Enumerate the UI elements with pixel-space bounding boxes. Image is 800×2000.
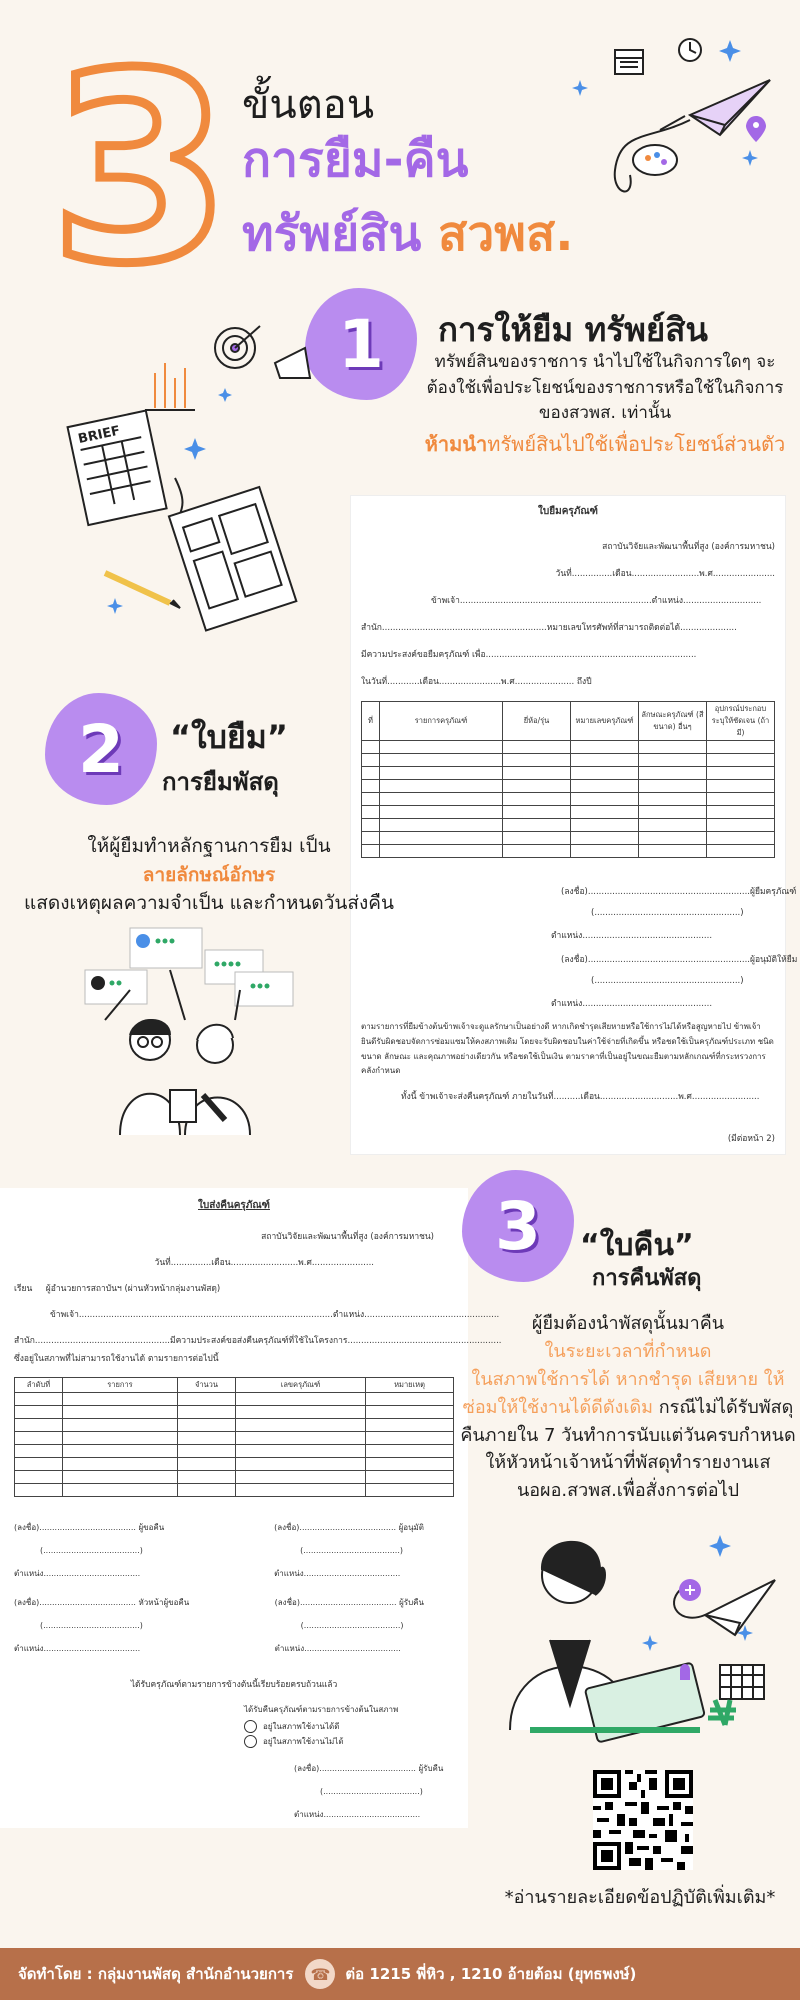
form2-me-line: ข้าพเจ้า..............................................................................................ตำแหน่ง.................................................. [50, 1310, 500, 1320]
form2-check-b: อยู่ในสภาพใช้งานไม่ได้ [263, 1737, 344, 1746]
form2-sig-final-name: (......................................) [320, 1787, 423, 1796]
qr-caption: *อ่านรายละเอียดข้อปฏิบัติเพิ่มเติม* [504, 1887, 776, 1908]
step-3-subheading: การคืนพัสดุ [592, 1266, 702, 1291]
form1-purpose-line: มีความประสงค์ขอยืมครุภัณฑ์ เพื่อ.............................................................................. [361, 650, 697, 660]
form2-check-title: ได้รับคืนครุภัณฑ์ตามรายการข้างต้นในสภาพ [244, 1705, 399, 1714]
form2-office-line: สำนัก..................................................มีความประสงค์ขอส่งคืนครุภัณฑ์ที่ใช้ในโครงการ......................................................... [14, 1336, 502, 1346]
form2-check-b-row [244, 1735, 454, 1748]
step-2-subheading: การยืมพัสดุ [162, 768, 279, 796]
table-row [15, 1445, 454, 1458]
step-3-line-3 [458, 1366, 798, 1505]
woman-laptop-illustration [490, 1515, 790, 1740]
table-row [15, 1393, 454, 1406]
step-3-line-3c: กรณีไม่ได้รับพัสดุคืนภายใน 7 วันทำการนับแต่วันครบกำหนดให้หัวหน้าเจ้าหน้าที่พัสดุทำรายงานเสนอผอ.สวพส.เพื่อสั่งการต่อไป [460, 1396, 796, 1502]
warning-rest: ทรัพย์สินไปใช้เพื่อประโยชน์ส่วนตัว [487, 432, 786, 456]
step-1-heading: การให้ยืม ทรัพย์สิน [438, 310, 708, 349]
step-1-warning [420, 430, 790, 459]
step-3-description [458, 1310, 798, 1505]
step-3-line-3a: ในสภาพใช้การได้ [471, 1368, 610, 1390]
form2-col-qty: จำนวน [178, 1378, 236, 1393]
form2-sig-d-pos: ตำแหน่ง...................................... [274, 1644, 401, 1653]
footer-contact: ต่อ 1215 พี่หิว , 1210 อ้ายต้อม (ยุทธพงษ์) [345, 1965, 637, 1983]
title-line-3 [242, 196, 573, 272]
form1-borrower-line: ข้าพเจ้า.......................................................................ตำแหน่ง............................. [431, 596, 762, 606]
form2-sig-a-pos: ตำแหน่ง...................................... [14, 1569, 141, 1578]
form1-return-line: ทั้งนี้ ข้าพเจ้าจะส่งคืนครุภัณฑ์ ภายในวันที่..........เดือน.............................พ.ศ......................... [401, 1092, 760, 1103]
radio-circle-icon [244, 1735, 257, 1748]
form2-sig-c-pos: ตำแหน่ง...................................... [14, 1644, 141, 1653]
footer-made-by: จัดทำโดย : กลุ่มงานพัสดุ สำนักอำนวยการ [18, 1965, 294, 1983]
form1-paragraph: ตามรายการที่ยืมข้างต้นข้าพเจ้าจะดูแลรักษาเป็นอย่างดี หากเกิดชำรุดเสียหายหรือใช้การไม่ได้หรือสูญหายไป ข้าพเจ้ายินดีรับผิดชอบจัดการซ่อมแซมให้คงสภาพเดิม โดยจะรับผิดชอบในค่าใช้จ่ายที่เกิดขึ้น หรือชดใช้เป็นครุภัณฑ์ประเภท ชนิด ขนาด ลักษณะ และคุณภาพอย่างเดียวกัน หรือชดใช้เป็นเงิน ตามราคาที่เป็นอยู่ในขณะยืมตามหลักเกณฑ์ที่กระทรวงการคลังกำหนด [361, 1022, 774, 1076]
svg-text:BRIEF: BRIEF [76, 423, 122, 448]
form1-col-feature: ลักษณะครุภัณฑ์ (สี ขนาด) อื่นๆ [639, 702, 707, 741]
table-row [362, 832, 775, 845]
step-3-line-3b: หากชำรุด เสียหาย ให้ซ่อมให้ใช้งานได้ดีดังเดิม [462, 1368, 785, 1418]
form2-final-signature [14, 1762, 454, 1821]
step-3-line-2: ในระยะเวลาที่กำหนด [544, 1340, 712, 1362]
table-row [15, 1471, 454, 1484]
form2-sig-b: (ลงชื่อ)...................................... ผู้อนุมัติ [274, 1523, 424, 1532]
table-row [362, 845, 775, 858]
table-row [362, 793, 775, 806]
form2-check-a: อยู่ในสภาพใช้งานได้ดี [263, 1722, 340, 1731]
table-row [15, 1484, 454, 1497]
title-line-2: การยืม-คืน [242, 132, 469, 188]
radio-circle-icon [244, 1720, 257, 1733]
table-row [362, 780, 775, 793]
form2-date: วันที่...............เดือน.........................พ.ศ....................... [154, 1258, 374, 1268]
form2-sig-a: (ลงชื่อ)...................................... ผู้ขอคืน [14, 1523, 165, 1532]
step-3-line-1: ผู้ยืมต้องนำพัสดุนั้นมาคืน [531, 1313, 725, 1334]
form2-signatures-row-2 [14, 1596, 454, 1667]
phone-icon: ☎ [305, 1959, 335, 1989]
form2-sig-c: (ลงชื่อ)...................................... หัวหน้าผู้ขอคืน [14, 1598, 190, 1607]
form2-items-table [14, 1377, 454, 1497]
form1-office-line: สำนัก.............................................................หมายเลขโทรศัพท์ที่สามารถติดต่อได้..................... [361, 623, 737, 633]
table-row [15, 1458, 454, 1471]
step-3-heading: “ใบคืน” [580, 1228, 694, 1263]
step-3-badge: 3 [462, 1170, 574, 1282]
form1-sig1: (ลงชื่อ)............................................................ผู้ยืมครุภัณฑ์ [561, 887, 797, 897]
borrow-form-image [350, 495, 798, 1155]
form1-sig2: (ลงชื่อ)............................................................ผู้อนุมัติให้ยืม [561, 955, 798, 965]
form2-signatures-row-1 [14, 1521, 454, 1592]
step-2-heading: “ใบยืม” [170, 718, 288, 756]
step-2-line-2: ลายลักษณ์อักษร [142, 863, 276, 886]
paper-plane-illustration [560, 20, 790, 210]
form1-col-no: ที่ [362, 702, 380, 741]
warning-bold: ห้ามนำ [424, 432, 488, 456]
return-form-image [0, 1188, 502, 1828]
people-reviewing-illustration [85, 920, 315, 1140]
form1-sig1-name: (......................................................) [591, 908, 744, 918]
form2-sig-final: (ลงชื่อ)...................................... ผู้รับคืน [294, 1764, 444, 1773]
form2-sig-b-name: (......................................) [300, 1546, 403, 1555]
form1-date: วันที่...............เดือน.........................พ.ศ....................... [555, 569, 775, 579]
table-row [362, 754, 775, 767]
form2-to-text: ผู้อำนวยการสถาบันฯ (ผ่านหัวหน้ากลุ่มงานพัสดุ) [45, 1284, 221, 1294]
form2-checks [14, 1703, 454, 1748]
title-org: สวพส. [438, 206, 574, 262]
table-row [362, 767, 775, 780]
form2-received: ได้รับครุภัณฑ์ตามรายการข้างต้นนี้เรียบร้อยครบถ้วนแล้ว [130, 1680, 338, 1690]
step-2-line-3: แสดงเหตุผลความจำเป็น และกำหนดวันส่งคืน [24, 892, 394, 914]
step-1-badge: 1 [305, 288, 417, 400]
form1-sig2-name: (......................................................) [591, 976, 744, 986]
brief-documents-illustration [65, 318, 345, 628]
form2-to-line [14, 1281, 454, 1295]
form2-col-no: ลำดับที่ [15, 1378, 63, 1393]
form1-title: ใบยืมครุภัณฑ์ [538, 506, 598, 517]
form1-page-note: (มีต่อหน้า 2) [727, 1134, 775, 1145]
form2-col-note: หมายเหตุ [366, 1378, 454, 1393]
big-number-3: 3 [50, 19, 231, 321]
table-row [15, 1406, 454, 1419]
form2-sig-final-pos: ตำแหน่ง...................................... [294, 1810, 421, 1819]
form2-state-line: ซึ่งอยู่ในสภาพที่ไม่สามารถใช้งานได้ ตามรายการต่อไปนี้ [14, 1354, 219, 1364]
form1-sig2-position: ตำแหน่ง................................................ [551, 999, 713, 1009]
form2-title: ใบส่งคืนครุภัณฑ์ [198, 1200, 270, 1211]
form1-col-accessory: อุปกรณ์ประกอบ ระบุให้ชัดเจน (ถ้ามี) [707, 702, 775, 741]
qr-code-icon[interactable] [593, 1770, 693, 1870]
table-row [362, 741, 775, 754]
table-row [362, 806, 775, 819]
table-row [362, 819, 775, 832]
form1-items-table [361, 701, 775, 858]
form2-sig-a-name: (......................................) [40, 1546, 143, 1555]
form1-col-number: หมายเลขครุภัณฑ์ [571, 702, 639, 741]
form2-sig-d: (ลงชื่อ)...................................... ผู้รับคืน [274, 1598, 424, 1607]
step-2-description [0, 832, 418, 918]
form2-col-item: รายการ [63, 1378, 178, 1393]
form2-org: สถาบันวิจัยและพัฒนาพื้นที่สูง (องค์การมหาชน) [261, 1232, 434, 1242]
title-line-3-main: ทรัพย์สิน [242, 206, 422, 262]
table-row [15, 1432, 454, 1445]
step-1-description: ทรัพย์สินของราชการ นำไปใช้ในกิจการใดๆ จะต้องใช้เพื่อประโยชน์ของราชการหรือใช้ในกิจการของสวพส. เท่านั้น [426, 352, 784, 423]
form1-org: สถาบันวิจัยและพัฒนาพื้นที่สูง (องค์การมหาชน) [602, 542, 775, 552]
step-2-badge: 2 [45, 693, 157, 805]
form1-col-brand: ยี่ห้อ/รุ่น [503, 702, 571, 741]
table-row [15, 1419, 454, 1432]
form2-sig-d-name: (......................................) [300, 1621, 404, 1630]
step-2-line-1: ให้ผู้ยืมทำหลักฐานการยืม เป็น [87, 835, 331, 857]
form2-col-number: เลขครุภัณฑ์ [236, 1378, 366, 1393]
title-line-1: ขั้นตอน [242, 82, 375, 128]
form1-sig1-position: ตำแหน่ง................................................ [551, 931, 713, 941]
form2-to-label: เรียน [14, 1284, 33, 1294]
footer-bar [0, 1948, 800, 2000]
form1-date-range-line: ในวันที่............เดือน.......................พ.ศ...................... ถึงปี [361, 677, 592, 687]
form2-check-a-row [244, 1720, 454, 1733]
form1-col-item: รายการครุภัณฑ์ [380, 702, 503, 741]
form2-sig-c-name: (......................................) [40, 1621, 143, 1630]
form2-sig-b-pos: ตำแหน่ง...................................... [274, 1569, 401, 1578]
